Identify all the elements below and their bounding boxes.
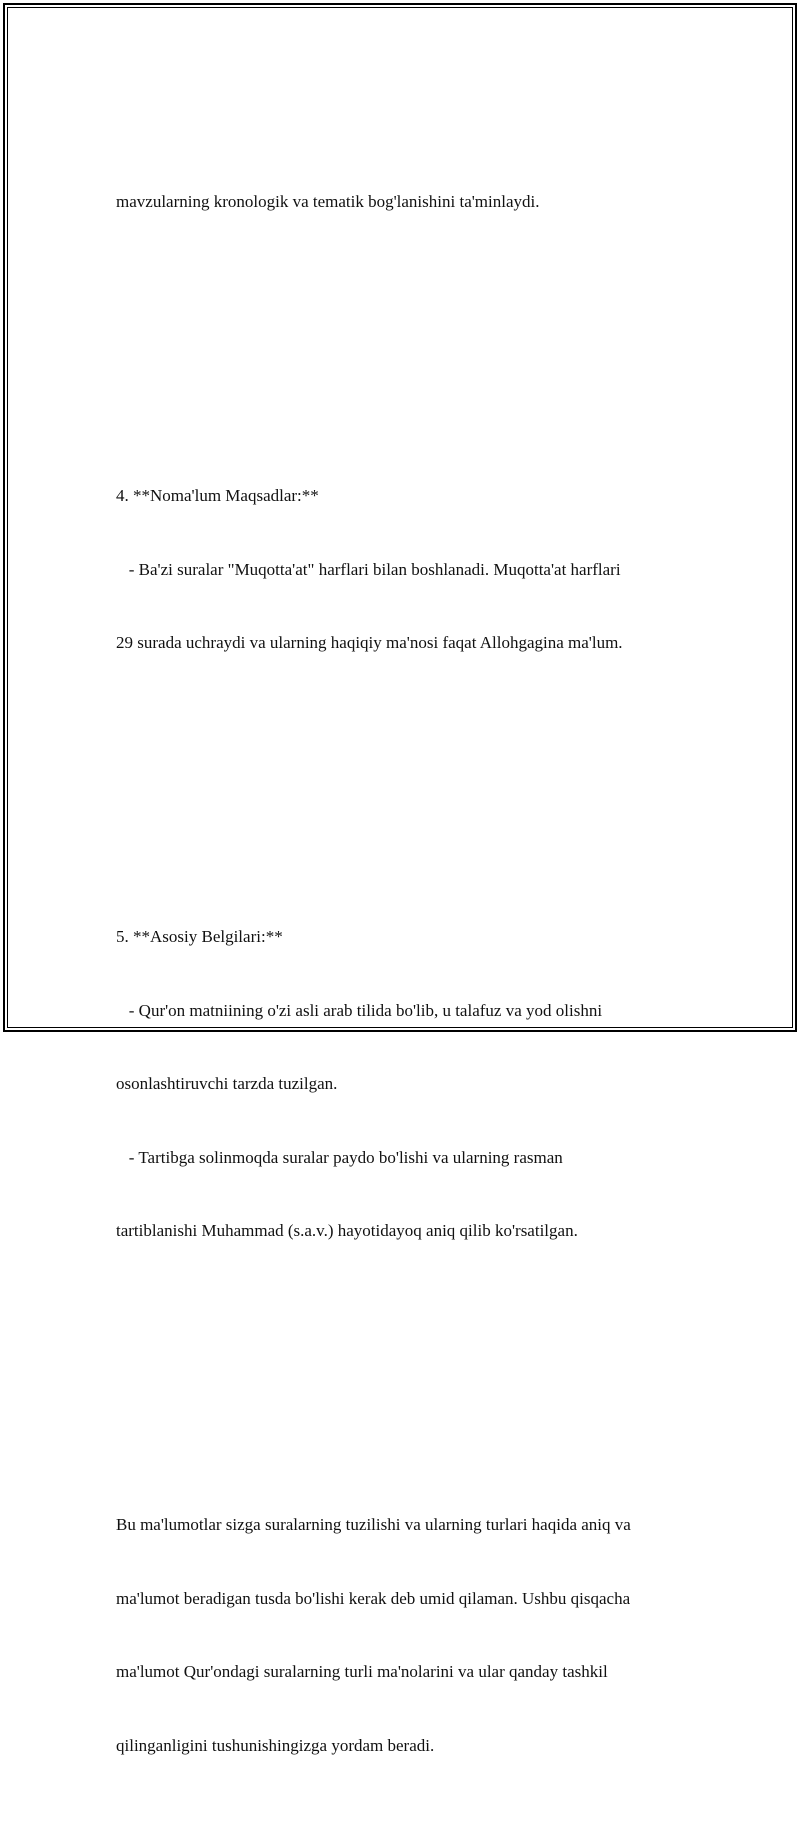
text-line: - Ba'zi suralar "Muqotta'at" harflari bilan boshlanadi. Muqotta'at harflari <box>116 559 621 579</box>
conclusion-paragraph <box>116 1464 696 1807</box>
text-line: mavzularning kronologik va tematik bog'lanishini ta'minlaydi. <box>116 192 540 211</box>
text-line: ma'lumot beradigan tusda bo'lishi kerak deb umid qilaman. Ushbu qisqacha <box>116 1588 631 1608</box>
paragraph-gap <box>116 337 696 362</box>
text-line: - Tartibga solinmoqda suralar paydo bo'lishi va ularning rasman <box>116 1147 563 1167</box>
document-body <box>116 92 696 1832</box>
text-line: Bu ma'lumotlar sizga suralarning tuzilishi va ularning turlari haqida aniq va <box>116 1515 631 1534</box>
text-line: 29 surada uchraydi va ularning haqiqiy ma'nosi faqat Allohgagina ma'lum. <box>116 633 623 652</box>
paragraph-gap <box>116 1366 696 1391</box>
paragraph-gap <box>116 778 696 803</box>
text-line: osonlashtiruvchi tarzda tuzilgan. <box>116 1074 338 1093</box>
text-line: ma'lumot Qur'ondagi suralarning turli ma'nolarini va ular qanday tashkil <box>116 1662 608 1681</box>
section-5 <box>116 876 696 1293</box>
text-line: - Qur'on matniining o'zi asli arab tilida bo'lib, u talafuz va yod olishni <box>116 1000 603 1020</box>
section-4 <box>116 435 696 705</box>
intro-paragraph <box>116 141 696 264</box>
text-line: tartiblanishi Muhammad (s.a.v.) hayotidayoq aniq qilib ko'rsatilgan. <box>116 1221 578 1240</box>
text-line: qilinganligini tushunishingizga yordam beradi. <box>116 1735 435 1755</box>
section-4-heading: 4. **Noma'lum Maqsadlar:** <box>116 486 319 505</box>
section-5-heading: 5. **Asosiy Belgilari:** <box>116 927 283 946</box>
